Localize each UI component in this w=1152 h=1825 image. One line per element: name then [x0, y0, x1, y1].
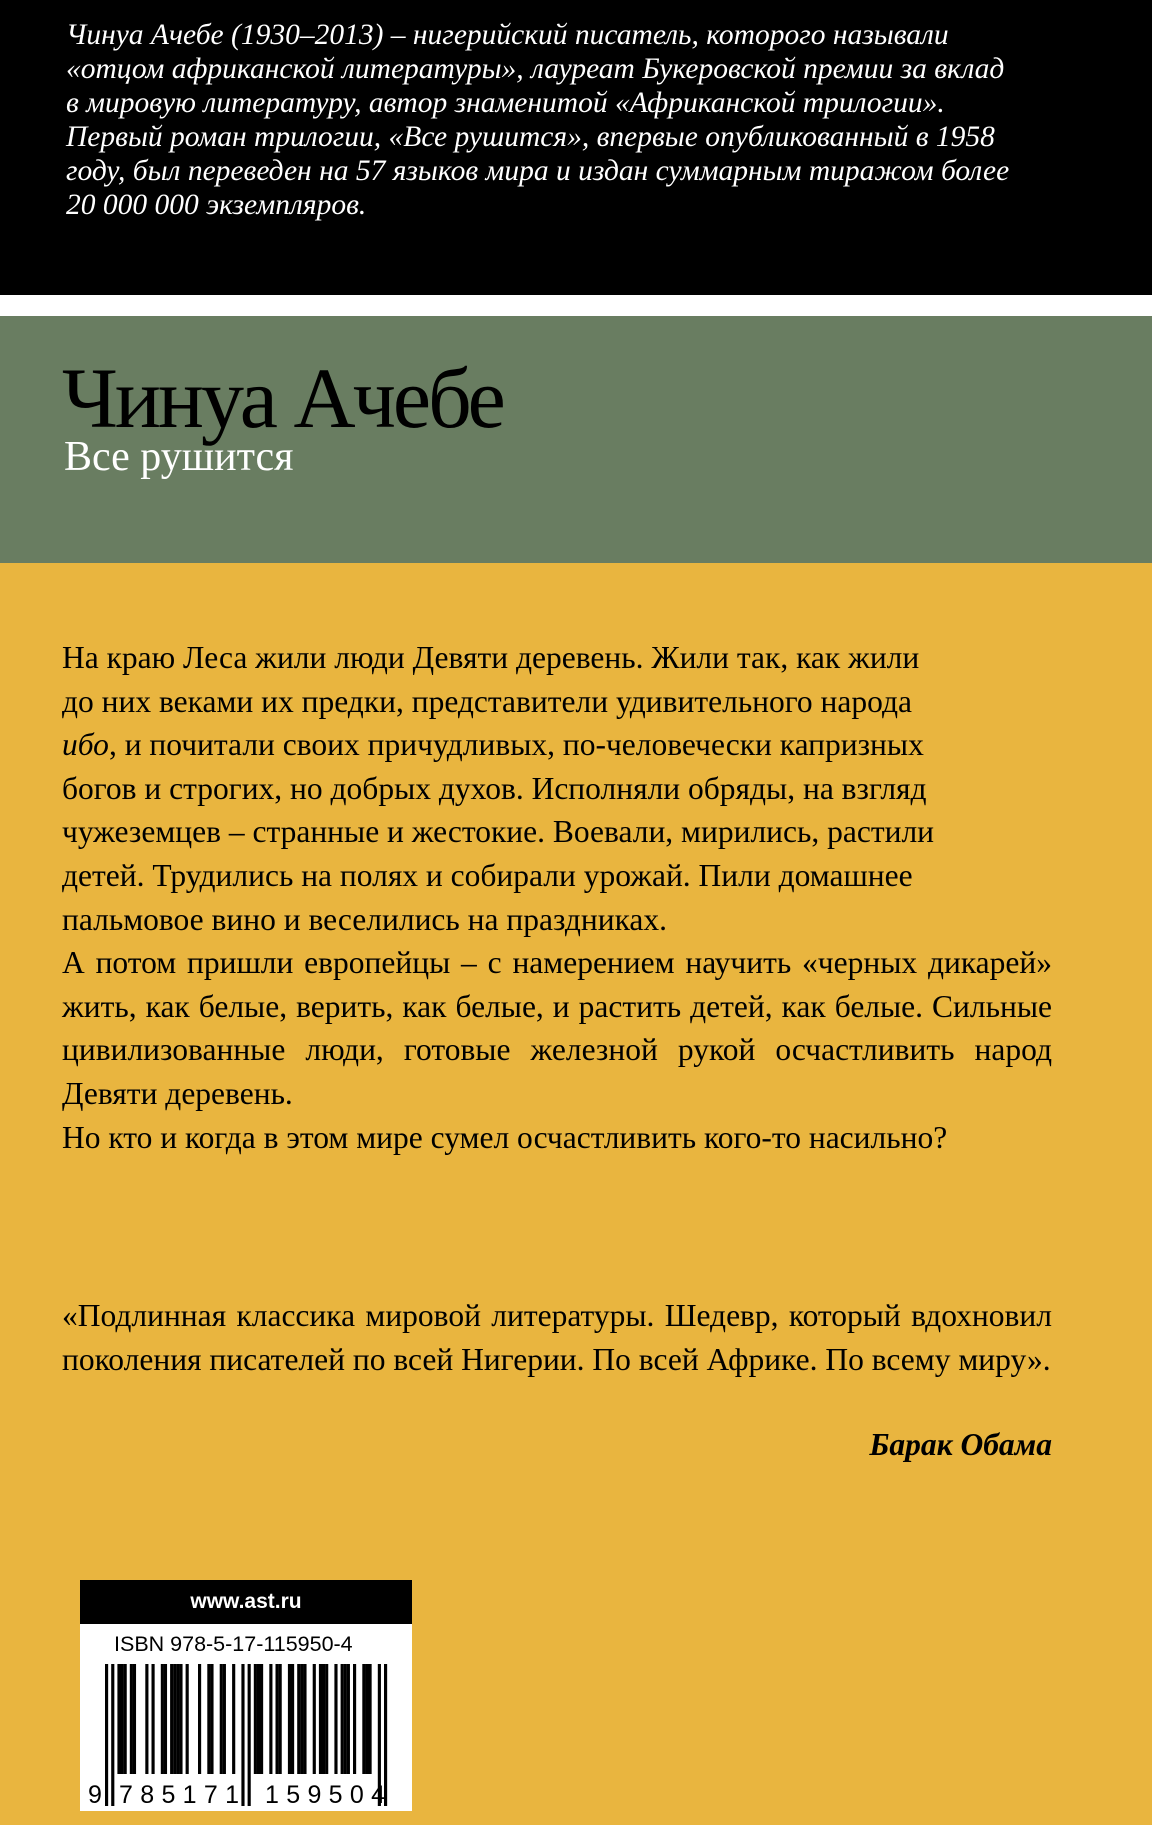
barcode-bar — [124, 1664, 127, 1774]
barcode-bar — [161, 1664, 164, 1774]
barcode-bar — [254, 1664, 257, 1774]
blurb-paragraph: А потом пришли европейцы – с намерением научить «черных дикарей» жить, как белые, верить, как белые, и растить детей, как белые. Сильные цивилизованные люди, готовые железной рукой осчастливить народ Девяти деревень. — [62, 945, 1052, 1111]
isbn-label: ISBN 978-5-17-115950-4 — [114, 1632, 353, 1656]
title-band — [0, 316, 1152, 563]
blurb-line: богов и строгих, но добрых духов. Исполняли обряды, на взгляд — [62, 770, 927, 806]
blurb-italic-word: ибо — [62, 727, 109, 763]
blurb-line: пальмовое вино и веселились на праздниках. — [62, 901, 668, 937]
barcode-bar — [232, 1664, 235, 1774]
author-name: Чинуа Ачебе — [62, 350, 503, 446]
publisher-url: www.ast.ru — [80, 1580, 412, 1624]
barcode-bar — [276, 1664, 279, 1774]
barcode-bar — [176, 1664, 179, 1774]
barcode-bar — [145, 1664, 148, 1774]
barcode-bar — [121, 1664, 124, 1774]
barcode-bar — [173, 1664, 176, 1774]
barcode-bar — [300, 1664, 303, 1774]
barcode-bar — [223, 1664, 226, 1774]
separator-band — [0, 295, 1152, 316]
barcode-bar — [133, 1664, 136, 1774]
barcode-bar — [164, 1664, 167, 1774]
blurb-line: чужеземцев – странные и жестокие. Воевали, мирились, растили — [62, 814, 935, 850]
blurb-paragraph — [62, 636, 1052, 941]
barcode-bar — [341, 1664, 344, 1774]
blurb-line-rest: , и почитали своих причудливых, по-человечески капризных — [108, 727, 924, 763]
barcode-bar — [291, 1664, 294, 1774]
barcode-digits-right: 159504 — [265, 1781, 385, 1809]
quote-author: Барак Обама — [869, 1427, 1052, 1462]
barcode-bar — [322, 1664, 325, 1774]
barcode-guard-bar — [248, 1664, 251, 1806]
barcode-bar — [260, 1664, 263, 1774]
barcode-bar — [210, 1664, 213, 1774]
review-quote — [62, 1294, 1052, 1381]
barcode-bar — [297, 1664, 300, 1774]
author-bio-line: 20 000 000 экземпляров. — [66, 189, 367, 221]
barcode-guard-bar — [241, 1664, 244, 1806]
barcode-bar — [130, 1664, 133, 1774]
barcode-guard-bar — [111, 1664, 114, 1806]
barcode-bar — [288, 1664, 291, 1774]
barcode-bar — [152, 1664, 155, 1774]
barcode-bar — [353, 1664, 356, 1774]
barcode-bar — [179, 1664, 182, 1774]
book-title: Все рушится — [64, 434, 294, 480]
barcode-bar — [347, 1664, 350, 1774]
blurb-line: На краю Леса жили люди Девяти деревень. Жили так, как жили — [62, 640, 920, 675]
blurb-line: до них веками их предки, представители удивительного народа — [62, 683, 912, 719]
barcode-bar — [344, 1664, 347, 1774]
author-bio-line: «отцом африканской литературы», лауреат Букеровской премии за вклад — [66, 53, 1005, 85]
author-bio-text — [66, 18, 1076, 222]
barcode-bar — [319, 1664, 322, 1774]
barcode-digit-first: 9 — [88, 1781, 102, 1809]
barcode-bar — [220, 1664, 223, 1774]
barcode-bar — [279, 1664, 282, 1774]
author-bio-band — [0, 0, 1152, 295]
author-bio-line: Первый роман трилогии, «Все рушится», впервые опубликованный в 1958 — [66, 121, 995, 153]
barcode-bar — [269, 1664, 272, 1774]
barcode-digits-left: 785171 — [119, 1781, 239, 1809]
barcode-bar — [186, 1664, 189, 1774]
barcode-bar — [365, 1664, 368, 1774]
book-blurb — [62, 636, 1052, 1159]
barcode-bar — [117, 1664, 120, 1774]
barcode-bar — [303, 1664, 306, 1774]
barcode-bar — [313, 1664, 316, 1774]
author-bio-line: году, был переведен на 57 языков мира и издан суммарным тиражом более — [66, 155, 1010, 187]
author-bio-line: Чинуа Ачебе (1930–2013) – нигерийский писатель, которого называли — [66, 19, 949, 51]
blurb-paragraph: Но кто и когда в этом мире сумел осчастливить кого-то насильно? — [62, 1119, 948, 1155]
barcode-bar — [198, 1664, 201, 1774]
barcode-guard-bar — [105, 1664, 108, 1806]
barcode-bar — [334, 1664, 337, 1774]
barcode-bar — [170, 1664, 173, 1774]
quote-text: «Подлинная классика мировой литературы. Шедевр, который вдохновил поколения писателей по всей Нигерии. По всей Африке. По всему миру». — [62, 1298, 1052, 1377]
blurb-line — [62, 723, 1052, 767]
barcode-graphic — [80, 1664, 412, 1811]
barcode-bar — [257, 1664, 260, 1774]
blurb-line: детей. Трудились на полях и собирали урожай. Пили домашнее — [62, 857, 913, 893]
barcode-block — [80, 1580, 412, 1811]
barcode-bar — [362, 1664, 365, 1774]
author-bio-line: в мировую литературу, автор знаменитой «Африканской трилогии». — [66, 87, 945, 119]
barcode-bar — [325, 1664, 328, 1774]
barcode-bar — [369, 1664, 372, 1774]
barcode-bar — [207, 1664, 210, 1774]
